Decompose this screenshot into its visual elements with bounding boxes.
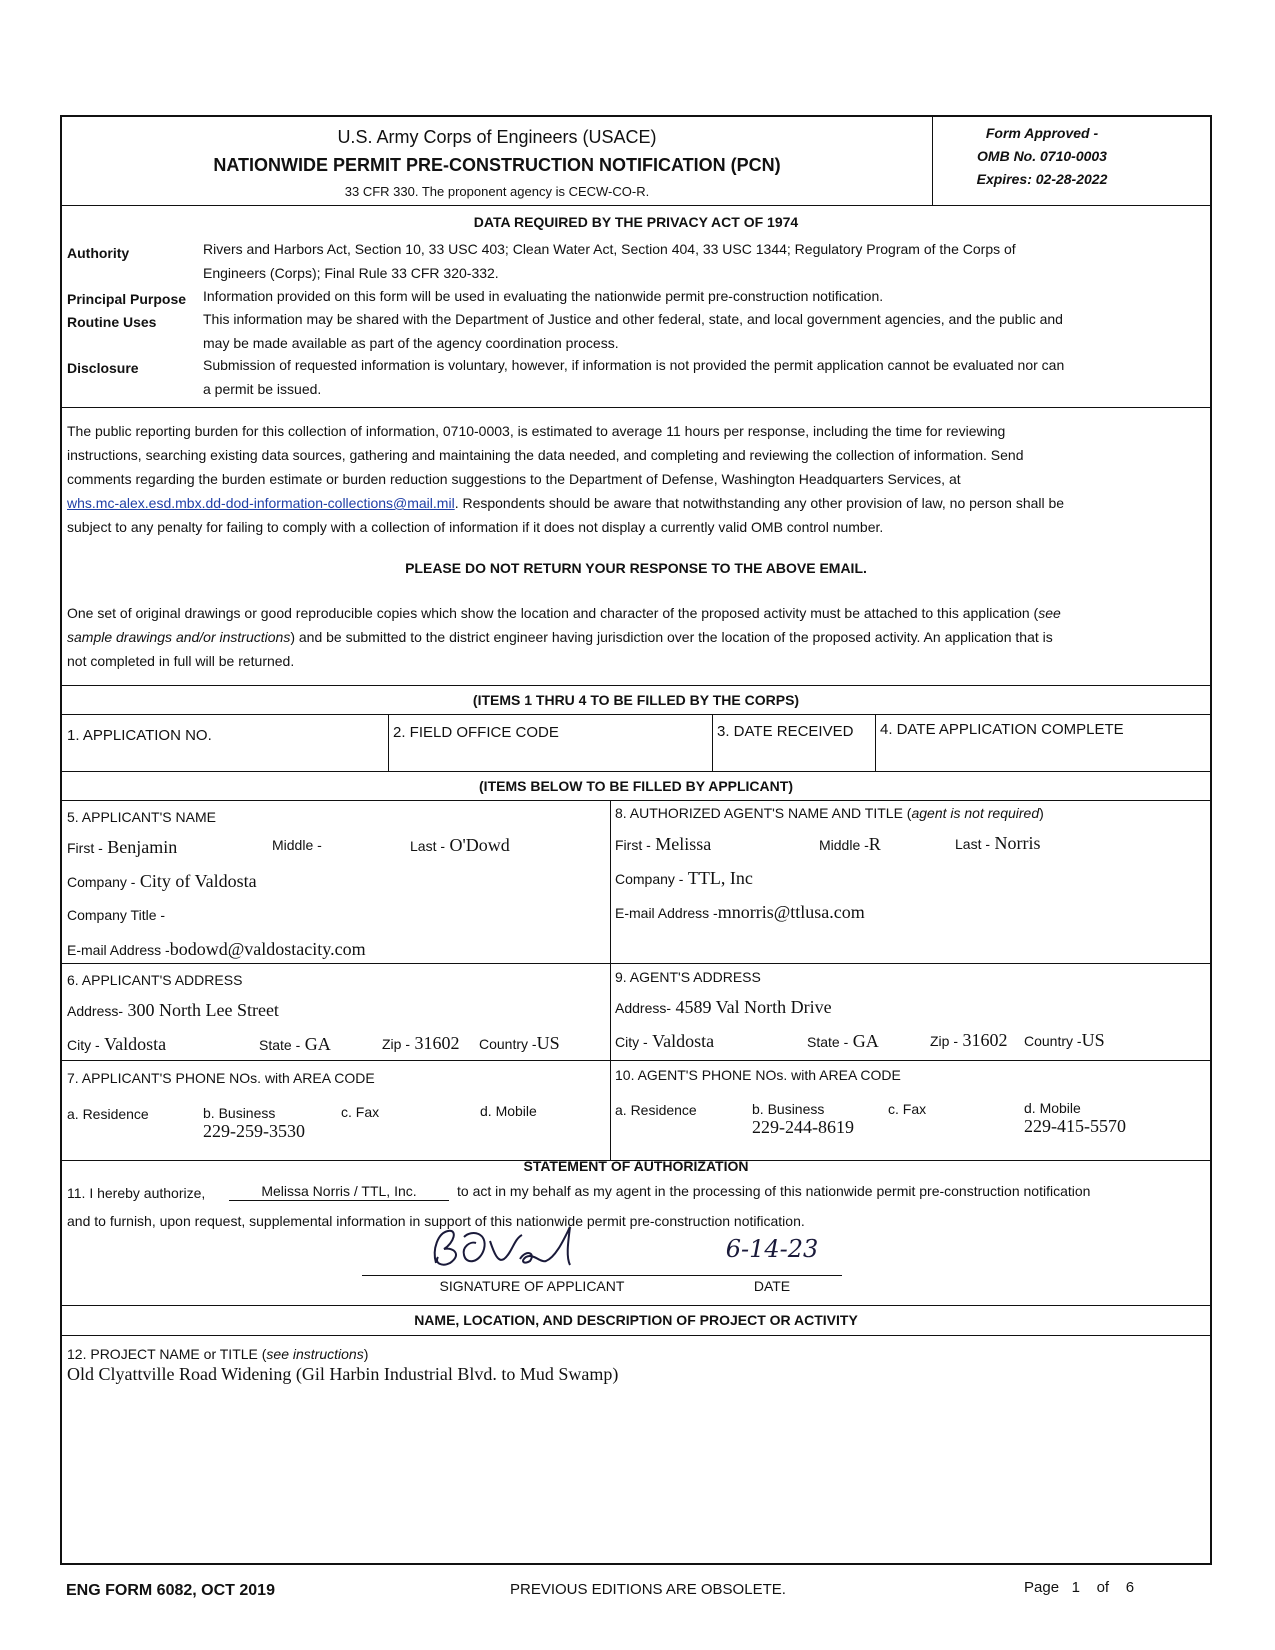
agent-email[interactable]: E-mail Address -mnorris@ttlusa.com [615, 902, 865, 922]
disclosure-label: Disclosure [67, 360, 139, 376]
applicant-zip[interactable]: Zip - 31602 [382, 1033, 460, 1053]
approval-line1: Form Approved - [985, 125, 1099, 141]
project-name-label: 12. PROJECT NAME or TITLE (see instructions) [67, 1346, 369, 1362]
agent-address-label: 9. AGENT'S ADDRESS [615, 969, 761, 985]
applicant-first-name[interactable]: First - Benjamin [67, 837, 178, 857]
agent-last-name[interactable]: Last - Norris [955, 833, 1041, 853]
applicant-company-title[interactable]: Company Title - [67, 907, 166, 923]
agent-first-name[interactable]: First - Melissa [615, 834, 712, 854]
signature-label: SIGNATURE OF APPLICANT [439, 1278, 625, 1294]
burden-statement: The public reporting burden for this collection of information, 0710-0003, is estimated to average 11 hours per response, including the time for reviewing instructions, searching existing data sources, gathering and maintaining the data needed, and completing and reviewing the collection of information. Send comments regarding the burden estimate or burden reduction suggestions to the Department of Defense, Washington Headquarters Services, at whs.mc-alex.esd.mbx.dd-dod-information-collections@mail.mil. Respondents should be aware that notwithstanding any other provision of law, no person shall be subject to any penalty for failing to comply with a collection of information if it does not display a currently valid OMB control number. [67, 423, 1065, 535]
date-received-field[interactable]: 3. DATE RECEIVED [717, 723, 854, 740]
agent-residence-phone[interactable]: a. Residence [615, 1102, 697, 1118]
authority-label: Authority [67, 245, 130, 261]
signature-date[interactable]: 6-14-23 [725, 1235, 819, 1263]
obsolete-notice: PREVIOUS EDITIONS ARE OBSOLETE. [510, 1581, 786, 1598]
agent-zip[interactable]: Zip - 31602 [930, 1030, 1008, 1050]
collections-email-link[interactable]: whs.mc-alex.esd.mbx.dd-dod-information-collections@mail.mil [67, 495, 455, 511]
authorized-agent-name[interactable]: Melissa Norris / TTL, Inc. [229, 1183, 449, 1201]
applicant-residence-phone[interactable]: a. Residence [67, 1106, 149, 1122]
application-no-field[interactable]: 1. APPLICATION NO. [67, 727, 212, 744]
project-title[interactable]: Old Clyattville Road Widening (Gil Harbin Industrial Blvd. to Mud Swamp) [67, 1364, 619, 1384]
form-id: ENG FORM 6082, OCT 2019 [66, 1582, 275, 1599]
applicant-street-address[interactable]: Address- 300 North Lee Street [67, 1000, 279, 1020]
purpose-label: Principal Purpose [67, 291, 187, 307]
applicant-mobile[interactable]: d. Mobile [480, 1103, 537, 1119]
agent-business-phone[interactable]: b. Business 229-244-8619 [752, 1101, 854, 1137]
applicant-middle-name[interactable]: Middle - [272, 837, 322, 853]
form-title: NATIONWIDE PERMIT PRE-CONSTRUCTION NOTIFICATION (PCN) [213, 155, 781, 175]
agency-name: U.S. Army Corps of Engineers (USACE) [337, 127, 657, 147]
agent-phone-label: 10. AGENT'S PHONE NOs. with AREA CODE [615, 1067, 901, 1083]
agent-middle-name[interactable]: Middle -R [819, 834, 881, 854]
authorization-text: to act in my behalf as my agent in the processing of this nationwide permit pre-construction notification [457, 1183, 1091, 1199]
date-label: DATE [753, 1278, 791, 1294]
privacy-heading: DATA REQUIRED BY THE PRIVACY ACT OF 1974 [473, 214, 799, 230]
authorization-intro: 11. I hereby authorize, [67, 1185, 206, 1201]
field-office-code-field[interactable]: 2. FIELD OFFICE CODE [393, 724, 559, 741]
applicant-country[interactable]: Country -US [479, 1033, 560, 1053]
applicant-email[interactable]: E-mail Address -bodowd@valdostacity.com [67, 939, 366, 959]
drawings-instructions: One set of original drawings or good reproducible copies which show the location and character of the proposed activity must be attached to this application (see sample drawings and/or instructions) and be submitted to the district engineer having jurisdiction over the location of the proposed activity. An application that is not completed in full will be returned. [67, 605, 1061, 669]
authority-text: Rivers and Harbors Act, Section 10, 33 USC 403; Clean Water Act, Section 404, 33 USC 1344; Regulatory Program of the Corps of Engineers (Corps); Final Rule 33 CFR 320-332. [203, 241, 1016, 281]
applicant-fax[interactable]: c. Fax [341, 1104, 380, 1120]
agent-city[interactable]: City - Valdosta [615, 1031, 715, 1051]
applicant-address-label: 6. APPLICANT'S ADDRESS [67, 972, 243, 988]
email-warning: PLEASE DO NOT RETURN YOUR RESPONSE TO THE ABOVE EMAIL. [405, 560, 867, 576]
agent-street-address[interactable]: Address- 4589 Val North Drive [615, 997, 832, 1017]
agent-country[interactable]: Country -US [1024, 1030, 1105, 1050]
applicant-name-label: 5. APPLICANT'S NAME [67, 809, 216, 825]
applicant-company[interactable]: Company - City of Valdosta [67, 871, 257, 891]
agent-name-label: 8. AUTHORIZED AGENT'S NAME AND TITLE (agent is not required) [615, 805, 1044, 821]
corps-items-heading: (ITEMS 1 THRU 4 TO BE FILLED BY THE CORPS) [472, 692, 800, 708]
agent-fax[interactable]: c. Fax [888, 1101, 927, 1117]
applicant-signature [424, 1219, 594, 1279]
disclosure-text: Submission of requested information is voluntary, however, if information is not provided the permit application cannot be evaluated nor can a permit be issued. [203, 357, 1065, 397]
pcn-form [60, 115, 1212, 1565]
routine-label: Routine Uses [67, 314, 157, 330]
agent-state[interactable]: State - GA [807, 1031, 879, 1051]
expiration-date: Expires: 02-28-2022 [976, 171, 1108, 187]
agent-mobile[interactable]: d. Mobile 229-415-5570 [1024, 1100, 1126, 1136]
applicant-last-name[interactable]: Last - O'Dowd [410, 835, 510, 855]
form-subtitle: 33 CFR 330. The proponent agency is CECW-CO-R. [344, 184, 650, 199]
applicant-state[interactable]: State - GA [259, 1034, 331, 1054]
authorization-text-cont: and to furnish, upon request, supplemental information in support of this nationwide permit pre-construction notification. [67, 1213, 805, 1229]
routine-text: This information may be shared with the Department of Justice and other federal, state, and local government agencies, and the public and may be made available as part of the agency coordination process. [203, 311, 1063, 351]
applicant-city[interactable]: City - Valdosta [67, 1034, 167, 1054]
authorization-heading: STATEMENT OF AUTHORIZATION [523, 1158, 749, 1174]
applicant-business-phone[interactable]: b. Business 229-259-3530 [203, 1105, 305, 1141]
applicant-items-heading: (ITEMS BELOW TO BE FILLED BY APPLICANT) [479, 778, 793, 794]
agent-company[interactable]: Company - TTL, Inc [615, 868, 753, 888]
applicant-phone-label: 7. APPLICANT'S PHONE NOs. with AREA CODE [67, 1070, 375, 1086]
page-number: Page 1 of 6 [1024, 1579, 1135, 1596]
omb-number: OMB No. 0710-0003 [977, 148, 1107, 164]
purpose-text: Information provided on this form will be used in evaluating the nationwide permit pre-construction notification. [203, 288, 884, 304]
date-complete-field[interactable]: 4. DATE APPLICATION COMPLETE [880, 721, 1124, 738]
project-heading: NAME, LOCATION, AND DESCRIPTION OF PROJECT OR ACTIVITY [414, 1312, 858, 1328]
